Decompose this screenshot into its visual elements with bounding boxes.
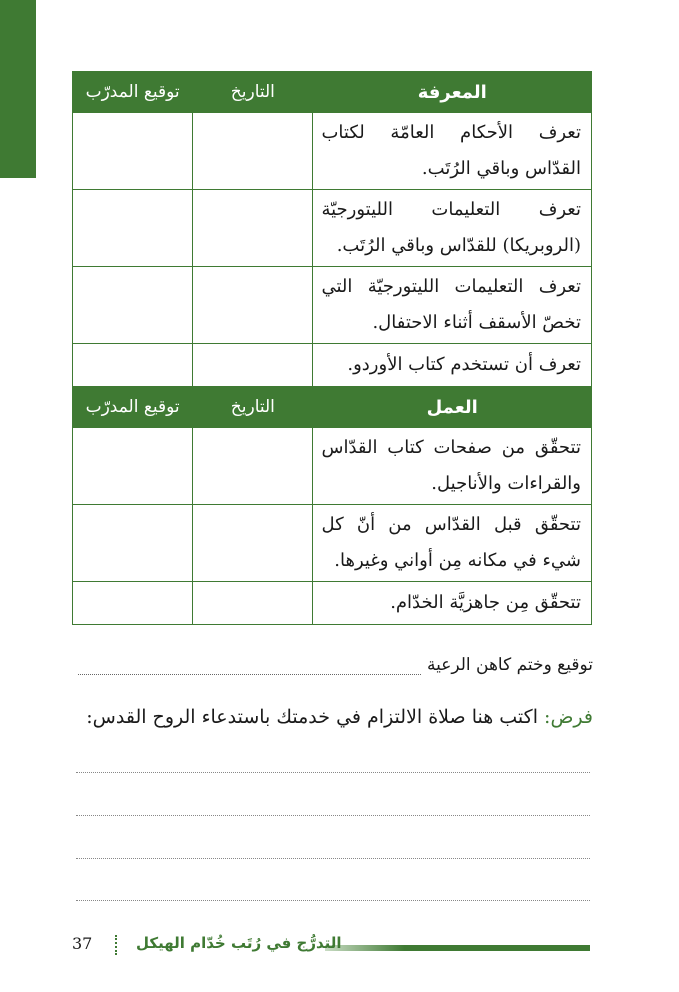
- sign-cell[interactable]: [73, 428, 193, 505]
- date-header: التاريخ: [193, 72, 313, 113]
- table-row: [73, 267, 592, 344]
- signature-dotted-line[interactable]: [78, 652, 421, 675]
- date-cell[interactable]: [193, 505, 313, 582]
- knowledge-header: المعرفة: [313, 72, 592, 113]
- sign-cell[interactable]: [73, 344, 193, 387]
- signature-label: توقيع وختم كاهن الرعية: [426, 655, 593, 675]
- work-header: العمل: [313, 387, 592, 428]
- date-cell[interactable]: [193, 113, 313, 190]
- sign-cell[interactable]: [73, 505, 193, 582]
- date-cell[interactable]: [193, 428, 313, 505]
- date-header: التاريخ: [193, 387, 313, 428]
- date-cell[interactable]: [193, 190, 313, 267]
- knowledge-item: تعرف الأحكام العامّة لكتاب القدّاس وباقي الرُتَب.: [313, 113, 592, 190]
- priest-signature-row: [78, 652, 593, 675]
- date-cell[interactable]: [193, 267, 313, 344]
- sign-header: توقيع المدرّب: [73, 72, 193, 113]
- knowledge-item: تعرف التعليمات الليتورجيّة (الروبريكا) للقدّاس وباقي الرُتَب.: [313, 190, 592, 267]
- footer-separator: [115, 935, 117, 955]
- sign-cell[interactable]: [73, 582, 193, 625]
- work-item: تتحقّق قبل القدّاس من أنّ كل شيء في مكانه مِن أواني وغيرها.: [313, 505, 592, 582]
- table-row: [73, 190, 592, 267]
- footer-book-title: التدرُّج في رُتَب خُدّام الهيكل: [136, 934, 342, 952]
- task-prompt: [72, 706, 593, 728]
- task-text: اكتب هنا صلاة الالتزام في خدمتك باستدعاء الروح القدس:: [86, 706, 538, 728]
- sign-cell[interactable]: [73, 267, 193, 344]
- table-row: [73, 505, 592, 582]
- side-color-band: [0, 0, 36, 178]
- sign-cell[interactable]: [73, 190, 193, 267]
- sign-header: توقيع المدرّب: [73, 387, 193, 428]
- progress-table: [72, 71, 592, 625]
- table-row: [73, 113, 592, 190]
- table-row: [73, 582, 592, 625]
- work-item: تتحقّق من صفحات كتاب القدّاس والقراءات والأناجيل.: [313, 428, 592, 505]
- page-number: 37: [72, 934, 93, 953]
- work-header-row: [73, 387, 592, 428]
- sign-cell[interactable]: [73, 113, 193, 190]
- footer-bar: [325, 945, 590, 951]
- writing-line[interactable]: [76, 772, 590, 773]
- writing-line[interactable]: [76, 858, 590, 859]
- knowledge-item: تعرف التعليمات الليتورجيّة التي تخصّ الأسقف أثناء الاحتفال.: [313, 267, 592, 344]
- writing-line[interactable]: [76, 900, 590, 901]
- knowledge-item: تعرف أن تستخدم كتاب الأوردو.: [313, 344, 592, 387]
- table-row: [73, 428, 592, 505]
- table-row: [73, 344, 592, 387]
- date-cell[interactable]: [193, 582, 313, 625]
- knowledge-header-row: [73, 72, 592, 113]
- task-keyword: فرض:: [544, 706, 593, 728]
- date-cell[interactable]: [193, 344, 313, 387]
- writing-line[interactable]: [76, 815, 590, 816]
- work-item: تتحقّق مِن جاهزيَّة الخدّام.: [313, 582, 592, 625]
